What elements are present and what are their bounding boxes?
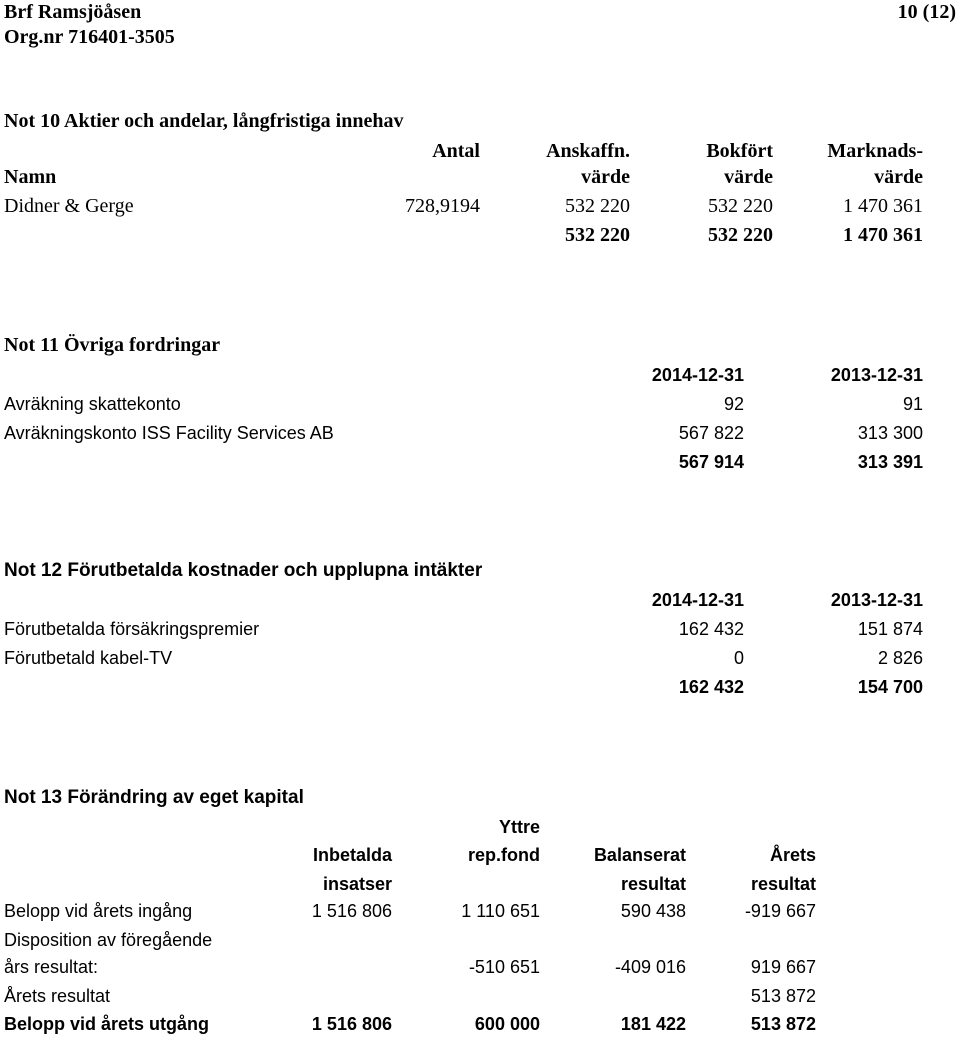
page-number: 10 (12) [897, 1, 956, 23]
note-11-header-2013: 2013-12-31 [830, 365, 923, 385]
note-13-total-yttre: 600 000 [474, 1014, 540, 1034]
note-13-header-arets-resultat: resultat [750, 874, 816, 894]
note-10-row-name: Didner & Gerge [4, 195, 134, 217]
note-13-row-label-line1: Disposition av föregående [4, 930, 213, 950]
note-13-header-arets: Årets [769, 845, 816, 865]
note-10-header-antal: Antal [432, 140, 480, 162]
note-13-total-label: Belopp vid årets utgång [4, 1014, 210, 1034]
note-13-row-arets: 919 667 [750, 957, 816, 977]
note-13-row-inbetalda: 1 516 806 [311, 901, 392, 921]
note-13-row-label: Belopp vid årets ingång [4, 901, 193, 921]
note-11-row-2014: 567 822 [678, 423, 744, 443]
note-12-total-2013: 154 700 [857, 677, 923, 697]
note-13-row-balanserat: -409 016 [614, 957, 686, 977]
note-10-header-namn: Namn [4, 166, 57, 188]
note-10-title: Not 10 Aktier och andelar, långfristiga innehav [4, 110, 404, 132]
note-13-header-yttre: Yttre [498, 817, 540, 837]
note-13-header-balanserat-resultat: resultat [620, 874, 686, 894]
note-13-total-arets: 513 872 [750, 1014, 816, 1034]
organization-number: Org.nr 716401-3505 [4, 26, 175, 48]
note-13-row-arets: 513 872 [750, 986, 816, 1006]
note-13-row-yttre: 1 110 651 [461, 901, 540, 921]
note-13-total-inbetalda: 1 516 806 [311, 1014, 392, 1034]
note-11-row-label: Avräkningskonto ISS Facility Services AB [4, 423, 334, 443]
note-11-row-2013: 91 [902, 394, 923, 414]
note-12-row-label: Förutbetalda försäkringspremier [4, 619, 260, 639]
note-10-total-anskaffn: 532 220 [565, 224, 630, 246]
note-13-header-insatser: insatser [322, 874, 392, 894]
note-12-title: Not 12 Förutbetalda kostnader och upplupna intäkter [4, 560, 483, 581]
note-13-header-balanserat: Balanserat [593, 845, 686, 865]
note-11-total-2013: 313 391 [857, 452, 923, 472]
note-11-row-2013: 313 300 [857, 423, 923, 443]
note-12-row-2013: 151 874 [857, 619, 923, 639]
note-11-title: Not 11 Övriga fordringar [4, 334, 221, 356]
note-10-total-market: 1 470 361 [843, 224, 923, 246]
note-11-header-2014: 2014-12-31 [651, 365, 744, 385]
note-13-row-balanserat: 590 438 [620, 901, 686, 921]
note-13-row-arets: -919 667 [744, 901, 816, 921]
note-11-total-2014: 567 914 [678, 452, 744, 472]
note-12-header-2013: 2013-12-31 [830, 590, 923, 610]
note-13-header-repfond: rep.fond [468, 845, 540, 865]
note-10-row-anskaffn: 532 220 [565, 195, 630, 217]
note-10-row-bokfort: 532 220 [708, 195, 773, 217]
note-13-header-inbetalda: Inbetalda [312, 845, 392, 865]
note-10-header-bokfort-varde: värde [724, 166, 773, 188]
note-10-row-antal: 728,9194 [405, 195, 480, 217]
note-10-header-bokfort: Bokfört [706, 140, 773, 162]
note-10-row-market: 1 470 361 [843, 195, 923, 217]
note-10-header-marknads: Marknads- [827, 140, 923, 162]
note-12-row-2013: 2 826 [877, 648, 923, 668]
note-12-row-label: Förutbetald kabel-TV [4, 648, 173, 668]
note-12-total-2014: 162 432 [678, 677, 744, 697]
note-13-row-yttre: -510 651 [468, 957, 540, 977]
note-10-header-anskaffn: Anskaffn. [546, 140, 630, 162]
note-13-row-label-line2: års resultat: [4, 957, 99, 977]
note-13-total-balanserat: 181 422 [620, 1014, 686, 1034]
note-12-row-2014: 0 [733, 648, 744, 668]
note-10-header-anskaffn-varde: värde [581, 166, 630, 188]
note-13-row-label: Årets resultat [4, 986, 111, 1006]
organization-name: Brf Ramsjöåsen [4, 1, 142, 23]
note-12-header-2014: 2014-12-31 [651, 590, 744, 610]
note-10-total-bokfort: 532 220 [708, 224, 773, 246]
note-13-title: Not 13 Förändring av eget kapital [4, 787, 304, 808]
note-10-header-marknads-varde: värde [874, 166, 923, 188]
note-11-row-2014: 92 [723, 394, 744, 414]
note-11-row-label: Avräkning skattekonto [4, 394, 181, 414]
note-12-row-2014: 162 432 [678, 619, 744, 639]
